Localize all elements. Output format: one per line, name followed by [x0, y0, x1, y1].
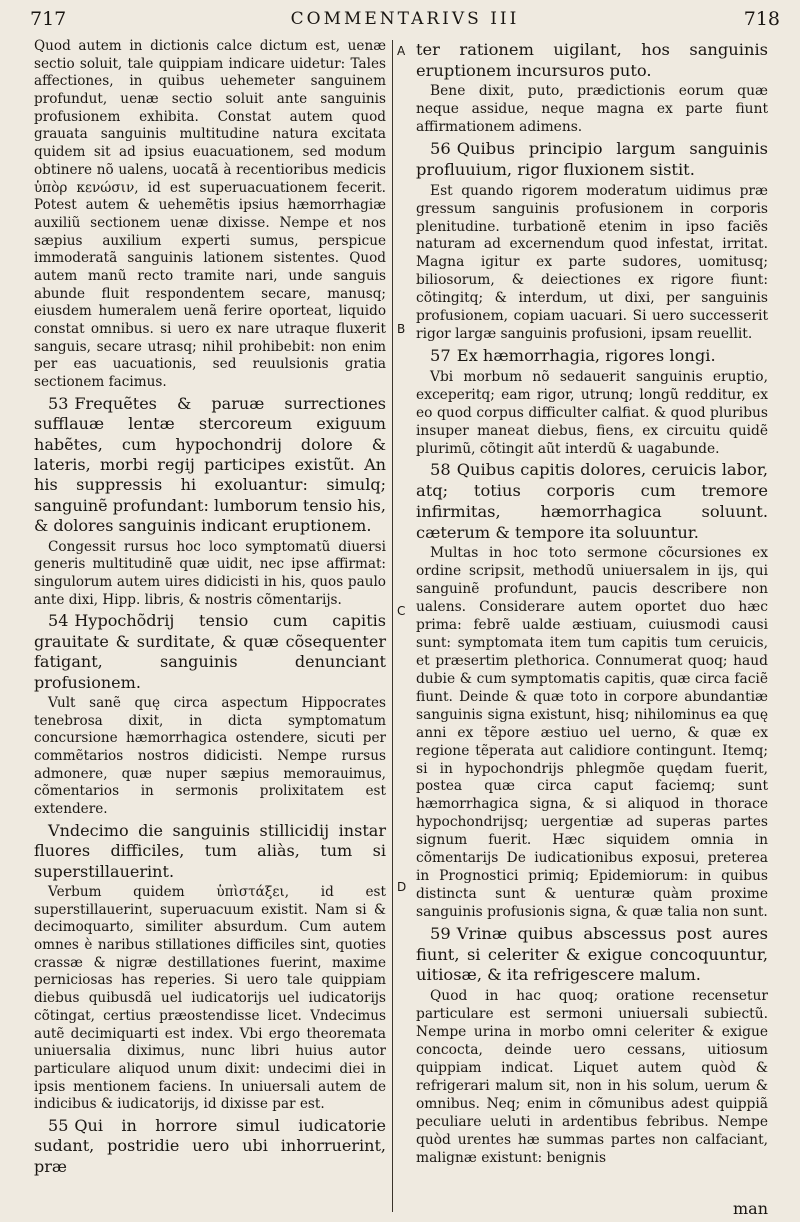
margin-letter-a: A — [397, 44, 406, 58]
commentary-paragraph: Congessit rursus hoc loco symptomatũ diuersi generis multitudinẽ quæ uidit, nec ipse affirmat: singulorum autem uires didicisti in his, quos paulo ante dixi, Hipp. libris, & nostris cõmentarijs. — [34, 538, 386, 608]
commentary-paragraph: Est quando rigorem moderatum uidimus præ gressum sanguinis profusionem in corporis plenitudine. turbationẽ etenim in ipso faciẽs naturam ad excernendum quod infestat, irritat. Magna igitur ex parte sudores, uomitusq; biliosorum, & deiectiones ex rigore fiunt: cõtingitq; & interdum, ut dixi, per sanguinis profusionem, copiam uacuari. Si uero successerit rigor largæ sanguinis profusioni, ipsam reuellit. — [416, 182, 768, 343]
aphorism — [34, 821, 386, 882]
commentary-paragraph: Quod autem in dictionis calce dictum est, uenæ sectio soluit, tale quippiam indicare uidetur: Tales affectiones, in quibus uehemeter sanguinem profundut, uenæ sectio soluit ante sanguinis profusionem exhibita. Constat autem quod grauata sanguinis multitudine natura excitata quidem sit ad ipsius euacuationem, sed modum obtinere nõ ualens, uocatã à recentioribus medicis ὑπὸρ κενώσιν, id est superuacuationem fecerit. Potest autem & uehemẽtis ipsius hæmorrhagiæ auxiliũ sectionem uenæ dixisse. Nempe et nos sæpius auxilium experti sumus, perspicue immoderatã sanguinis lationem sistentes. Quod autem manũ recto tramite nari, unde sanguis abunde fluit respondentem secare, manusq; eiusdem humeralem uenã ferire oporteat, liquido constat omnibus. si uero ex nare utraque fluxerit sanguis, secare utrasq; nihil prohibebit: non enim per eas uacuationis, sed reuulsionis gratia sectionem facimus. — [34, 38, 386, 391]
margin-letter-b: B — [397, 322, 406, 336]
aphorism-number: 59 — [430, 923, 451, 943]
aphorism-text: Hypochõdrij tensio cum capitis grauitate & surditate, & quæ cõsequenter fatigant, sanguinis denunciant profusionem. — [34, 611, 386, 692]
commentary-paragraph: Verbum quidem ὑπὶστάξει, id est superstillauerint, superuacuum existit. Nam si & decimoquarto, similiter absurdum. Cum autem omnes è naribus stillationes difficiles sint, quoties crassæ & nigræ destillationes fuerint, maxime perniciosas has reperies. Si uero tale quippiam diebus quibusdã uel iudicatorijs uel iudicatorijs cõtingat, certius præostendisse licet. Vndecimus autẽ decimiquarti est index. Vbi ergo theoremata uniuersalia diximus, nunc libri huius autor particulare aliquod unum dixit: undecimi diei in ipsis mentionem faciens. In uniuersali autem de indicibus & iudicatorijs, id dixisse par est. — [34, 884, 386, 1113]
aphorism — [416, 139, 768, 180]
aphorism-number: 58 — [430, 460, 451, 480]
aphorism-number: 53 — [48, 393, 69, 413]
aphorism — [416, 460, 768, 543]
right-column — [416, 38, 768, 1167]
aphorism-text: Quibus capitis dolores, ceruicis labor, atq; totius corporis cum tremore infirmitas, hæmorrhagica soluunt. cæterum & tempore ita soluuntur. — [416, 460, 768, 542]
aphorism — [416, 346, 768, 367]
aphorism-number: 55 — [48, 1115, 69, 1135]
running-title: COMMENTARIVS III — [290, 9, 520, 29]
aphorism-number: 54 — [48, 611, 69, 631]
commentary-paragraph: Quod in hac quoq; oratione recensetur particulare est sermoni uniuersali subiectũ. Nempe urina in morbo omni celeriter & exigue concocta, deinde uero cessans, uitiosum quippiam indicat. Liquet autem quòd & refrigerari malum sit, non in his solum, uerum & omnibus. Neq; enim in cõmunibus adest quippiã peculiare ueluti in ardentibus febribus. Nempe quòd urentes hæ summas partes non calfaciant, malignæ existunt: benignis — [416, 988, 768, 1166]
aphorism-number: 56 — [430, 139, 451, 159]
margin-letter-c: C — [397, 604, 406, 618]
commentary-paragraph: Vbi morbum nõ sedauerit sanguinis eruptio, exceperitq; eam rigor, utrunq; longũ redditur, ex eo quod corpus difficulter calfiat. & quod pluribus insuper maneat diebus, fiens, ex circuitu quidẽ plurimũ, cõtingit aũt interdũ & uagabunde. — [416, 368, 768, 457]
page-header — [30, 2, 780, 36]
aphorism-text: Vrinæ quibus abscessus post aures fiunt, si celeriter & exigue concoquuntur, uitiosæ, & ita refrigescere malum. — [416, 923, 768, 985]
aphorism-text: Frequẽtes & paruæ surrectiones sufflauæ lentæ stercoreum exiguum habẽtes, cum hypochondrij dolore & lateris, morbi regij participes existũt. An his suppressis hi exoluantur: simulq; sanguinẽ profundant: lumborum tensio his, & dolores sanguinis indicant eruptionem. — [34, 393, 386, 536]
aphorism — [416, 924, 768, 986]
left-column — [34, 38, 386, 1179]
aphorism-text: Ex hæmorrhagia, rigores longi. — [456, 346, 716, 366]
aphorism-text: ter rationem uigilant, hos sanguinis eruptionem incursuros puto. — [416, 40, 768, 80]
catchword: man — [732, 1199, 768, 1218]
aphorism — [34, 394, 386, 537]
column-divider — [392, 40, 393, 1212]
aphorism-text: Quibus principio largum sanguinis profluuium, rigor fluxionem sistit. — [416, 139, 768, 179]
aphorism-text: Qui in horrore simul iudicatorie sudant, postridie uero ubi inhorruerint, præ — [34, 1115, 386, 1176]
commentary-paragraph: Vult sanẽ quę circa aspectum Hippocrates tenebrosa dixit, in dicta symptomatum concursione hæmorrhagica ostendere, sicuti per commẽtarios nostros didicisti. Nempe rursus admonere, quæ nuper sæpius memorauimus, cõmentarios in sermonis prolixitatem est extendere. — [34, 694, 386, 818]
aphorism-number: 57 — [430, 346, 451, 366]
left-page-number: 717 — [30, 8, 67, 30]
margin-letter-d: D — [397, 880, 407, 894]
aphorism-text: Vndecimo die sanguinis stillicidij instar fluores difficiles, tum aliàs, tum si superstillauerint. — [34, 820, 386, 881]
aphorism — [416, 40, 768, 81]
aphorism — [34, 611, 386, 693]
commentary-paragraph: Multas in hoc toto sermone cõcursiones ex ordine scripsit, methodũ uniuersalem in ijs, qui sanguinẽ profundunt, paucis describere non ualens. Considerare autem oportet duo hæc prima: febrẽ ualde æstiuam, cuiusmodi causi sunt: symptomata item tum capitis tum ceruicis, et præsertim plethorica. Connumerat quoq; haud dubie & cum symptomatis capitis, quæ circa faciẽ fiunt. Deinde & quæ toto in corpore abundantiæ sanguinis signa existunt, hisq; nihilominus ea quę anni ex tẽpore æstiuo uel uerno, & quæ ex regione tẽperata aut calidiore contingunt. Itemq; si in hypochondrijs phlegmõe quędam fuerit, postea quæ circa caput faciemq; sunt hæmorrhagica signa, & si aliquod in thorace hypochondrijsq; uergentiæ ad superas partes signum fuerit. Hæc siquidem omnia in cõmentarijs De iudicationibus exposui, preterea in Prognostici primiq; Epidemiorum: in quibus distincta sunt & uenturæ quàm proxime sanguinis profusionis signa, & quæ talia non sunt. — [416, 545, 768, 921]
commentary-paragraph: Bene dixit, puto, prædictionis eorum quæ neque assidue, neque magna ex parte fiunt affirmationem adimens. — [416, 83, 768, 136]
aphorism — [34, 1116, 386, 1177]
right-page-number: 718 — [743, 8, 780, 30]
